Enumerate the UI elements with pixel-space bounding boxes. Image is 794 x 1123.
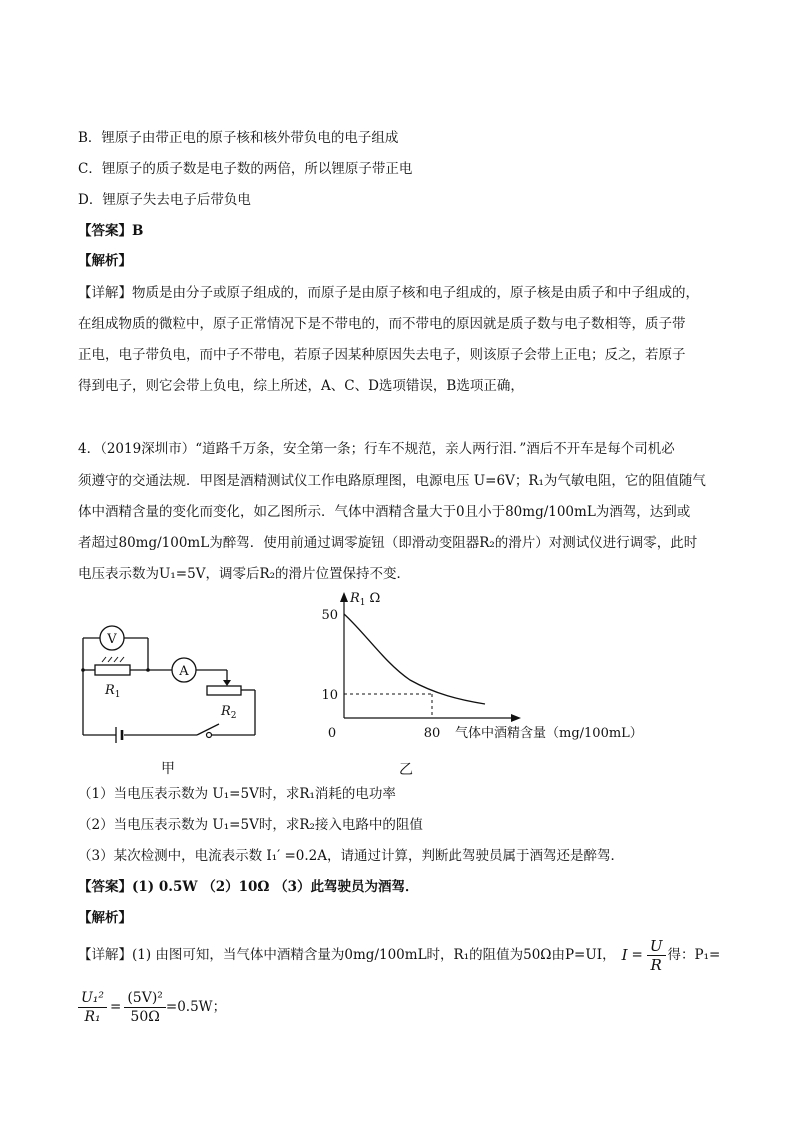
- q4-stem-5: 电压表示数为U₁=5V，调零后R₂的滑片位置保持不变．: [78, 566, 411, 582]
- power-formula: [78, 984, 226, 1030]
- formula-num-2: (5V)²: [124, 989, 166, 1008]
- q4-analysis: 【解析】: [78, 910, 132, 926]
- resistance-curve: [344, 614, 485, 704]
- circuit-caption: 甲: [161, 761, 175, 777]
- ohm-law-fraction: [647, 937, 666, 974]
- q4-detail-pre: 【详解】(1) 由图可知，当气体中酒精含量为0mg/100mL时，R₁的阻值为50Ω由P=UI，: [78, 947, 616, 963]
- q3-detail-4: 得到电子，则它会带上负电，综上所述，A、C、D选项错误，B选项正确，: [78, 378, 524, 394]
- circuit-diagram: [75, 618, 275, 783]
- voltmeter-label: V: [107, 632, 117, 647]
- q4-stem-4: 者超过80mg/100mL为醉驾．使用前通过调零旋钮（即滑动变阻器R₂的滑片）对测试仪进行调零，此时: [78, 535, 698, 551]
- ohm-law-u: U: [647, 937, 666, 956]
- formula-den-2: 50Ω: [130, 1008, 160, 1025]
- formula-num-1: U₁²: [78, 989, 107, 1008]
- y-tick-50: 50: [321, 608, 338, 623]
- ammeter-label: A: [179, 664, 189, 679]
- x-tick-80: 80: [423, 726, 441, 741]
- y-axis-label: $R_1$ Ω: [350, 591, 381, 608]
- origin-label: 0: [327, 726, 337, 741]
- resistance-graph: [310, 588, 680, 783]
- formula-den-1: R₁: [84, 1008, 101, 1025]
- q4-sub-1: （1）当电压表示数为 U₁=5V时，求R₁消耗的电功率: [78, 786, 396, 802]
- option-d: D．锂原子失去电子后带负电: [78, 192, 251, 208]
- q3-analysis: 【解析】: [78, 253, 132, 269]
- q3-detail-1: 【详解】物质是由分子或原子组成的，而原子是由原子核和电子组成的，原子核是由质子和中子组成的，: [78, 285, 699, 301]
- q4-detail-line: [78, 934, 720, 976]
- q3-detail-3: 正电，电子带负电，而中子不带电，若原子因某种原因失去电子，则该原子会带上正电；反之，若原子: [78, 347, 686, 363]
- q3-answer: 【答案】B: [78, 223, 144, 239]
- ohm-law-r: R: [650, 955, 662, 974]
- q3-detail-2: 在组成物质的微粒中，原子正常情况下是不带电的，而不带电的原因就是质子数与电子数相等，质子带: [78, 316, 686, 332]
- q4-stem-3: 体中酒精含量的变化而变化，如乙图所示．气体中酒精含量大于0且小于80mg/100mL为酒驾，达到或: [78, 504, 691, 520]
- graph-caption: 乙: [399, 762, 413, 778]
- q4-stem-2: 须遵守的交通法规．甲图是酒精测试仪工作电路原理图，电源电压 U=6V；R₁为气敏电阻，它的阻值随气: [78, 473, 706, 489]
- option-c: C．锂原子的质子数是电子数的两倍，所以锂原子带正电: [78, 161, 413, 177]
- q4-sub-3: （3）某次检测中，电流表示数 I₁′ =0.2A，请通过计算，判断此驾驶员属于酒驾还是醉驾．: [78, 848, 625, 864]
- r2-resistor: [207, 686, 241, 695]
- formula-result: =0.5W；: [165, 999, 227, 1015]
- x-axis-label: 气体中酒精含量（mg/100mL）: [455, 726, 643, 741]
- q4-stem-1: 4．（2019深圳市）“道路千万条，安全第一条；行车不规范，亲人两行泪．”酒后不开车是每个司机必: [78, 441, 675, 457]
- r2-label: $R_2$: [221, 704, 237, 721]
- y-tick-10: 10: [321, 688, 338, 703]
- r1-label: $R_1$: [105, 683, 121, 700]
- ohm-law-eq: =: [631, 947, 643, 963]
- ohm-law-i: I: [621, 946, 628, 964]
- formula-eq: =: [110, 999, 122, 1015]
- q4-answer: 【答案】(1) 0.5W （2）10Ω （3）此驾驶员为酒驾．: [78, 879, 419, 895]
- q4-detail-post: 得：P₁=: [667, 947, 721, 963]
- formula-frac-1: [78, 989, 107, 1026]
- r1-resistor: [95, 665, 130, 675]
- formula-frac-2: [124, 989, 166, 1026]
- option-b: B．锂原子由带正电的原子核和核外带负电的电子组成: [78, 130, 399, 146]
- q4-sub-2: （2）当电压表示数为 U₁=5V时，求R₂接入电路中的阻值: [78, 817, 423, 833]
